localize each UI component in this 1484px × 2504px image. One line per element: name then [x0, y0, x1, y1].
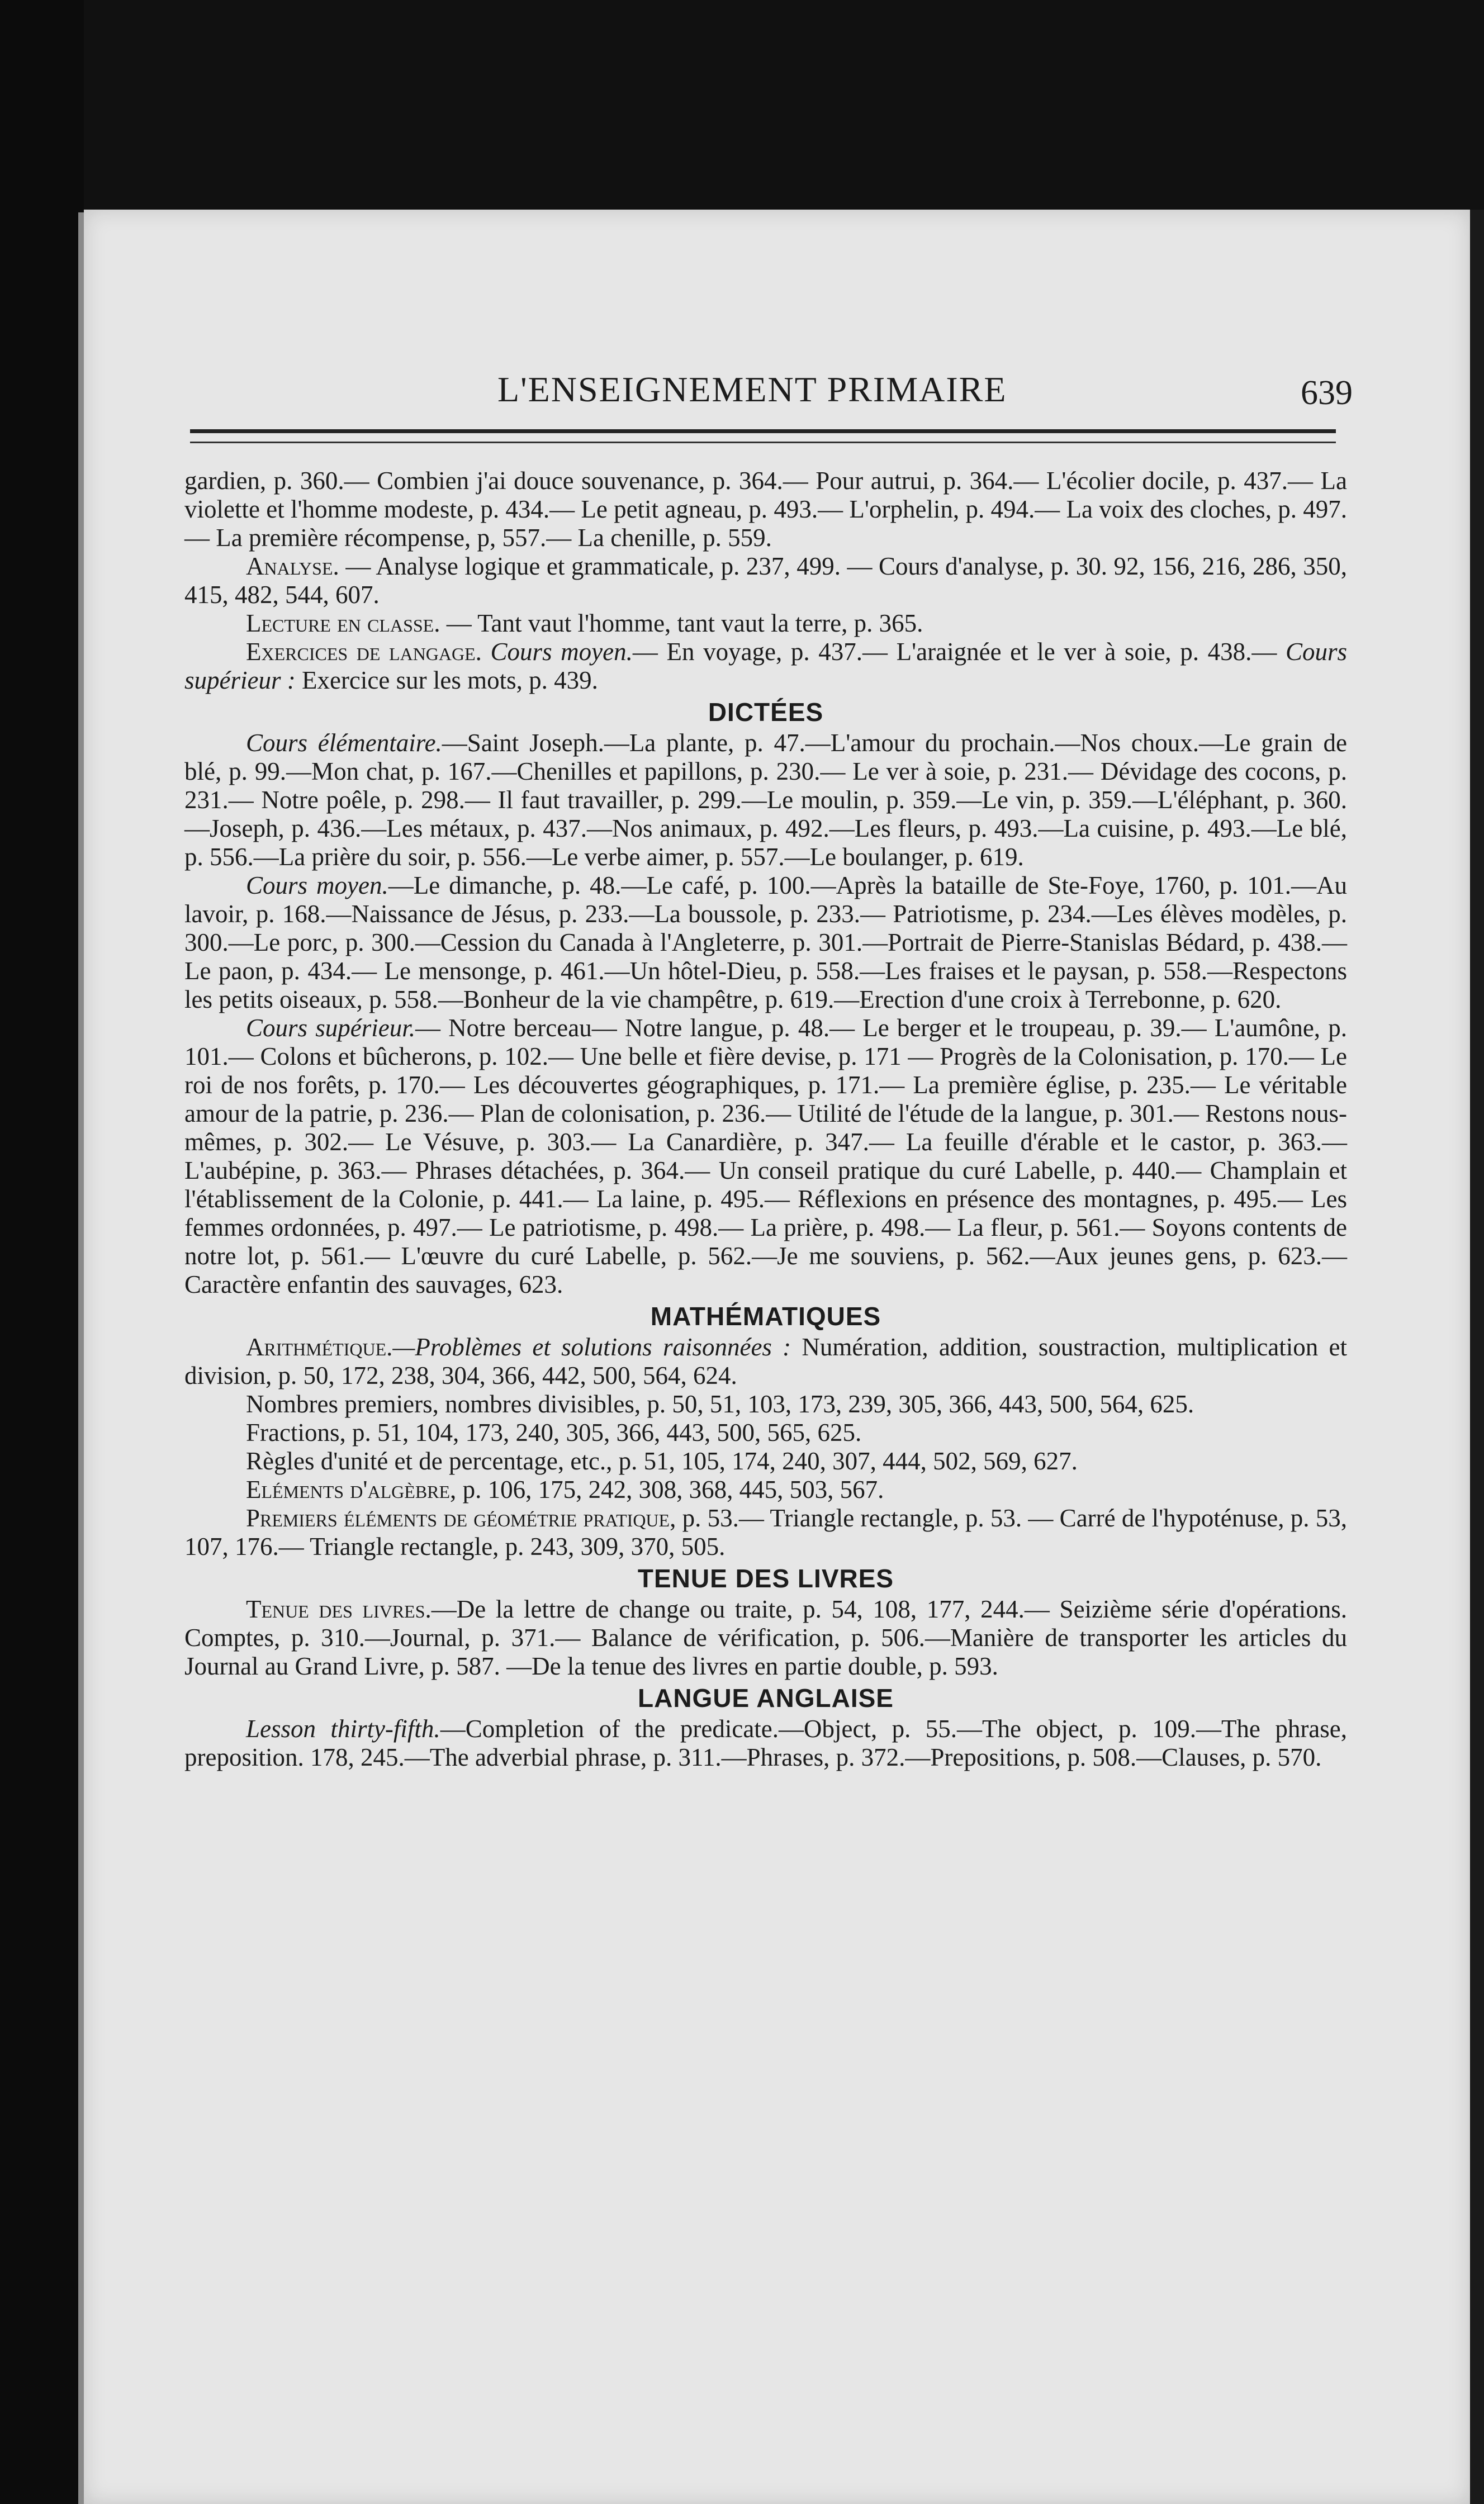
- exercices-moyen-label: Cours moyen.: [490, 638, 633, 666]
- geometrie-label: Premiers éléments de géométrie pratique,: [246, 1504, 676, 1532]
- page-number: 639: [1301, 374, 1353, 412]
- algebre-text: p. 106, 175, 242, 308, 368, 445, 503, 567.: [456, 1476, 884, 1504]
- arithmetique-label: Arithmétique.: [246, 1333, 393, 1361]
- page-edge-line: [78, 212, 84, 2504]
- analyse-label: Analyse.: [246, 552, 339, 580]
- paragraph-lecture: [184, 609, 1347, 638]
- tenue-label: Tenue des livres.: [246, 1595, 432, 1623]
- paragraph-dictees-moyen: [184, 871, 1347, 1014]
- geometrie-text: p. 53.— Triangle rectangle, p. 53. — Carré de l'hypoténuse, p. 53, 107, 176.— Triangle rectangle, p. 243, 309, 370, 505.: [184, 1504, 1348, 1561]
- paragraph-algebre: [184, 1476, 1347, 1504]
- dictees-moyen-label: Cours moyen.: [246, 871, 388, 899]
- heading-mathematiques: MATHÉMATIQUES: [650, 1302, 881, 1331]
- tenue-text: —De la lettre de change ou traite, p. 54, 108, 177, 244.— Seizième série d'opérations. Comptes, p. 310.—Journal, p. 371.— Balance de vérification, p. 506.—Manière de transporter les articles du Journal au Grand Livre, p. 587. —De la tenue des livres en partie double, p. 593.: [184, 1595, 1347, 1680]
- paragraph-analyse: [184, 552, 1347, 609]
- heading-langue-anglaise: LANGUE ANGLAISE: [638, 1683, 894, 1713]
- scan-background-top: [84, 0, 1484, 210]
- header-rule-thin: [190, 442, 1336, 443]
- paragraph-regles: Règles d'unité et de percentage, etc., p. 51, 105, 174, 240, 307, 444, 502, 569, 627.: [246, 1447, 1078, 1475]
- paragraph-exercices: [184, 638, 1347, 695]
- exercices-text-2: Exercice sur les mots, p. 439.: [295, 666, 598, 694]
- lecture-label: Lecture en classe.: [246, 609, 440, 637]
- header-rule-thick: [190, 429, 1336, 433]
- scan-background-left: [0, 0, 84, 2504]
- exercices-superieur-label: Cours supérieur :: [184, 638, 1348, 694]
- running-title: L'ENSEIGNEMENT PRIMAIRE: [497, 369, 1007, 409]
- dictees-superieur-label: Cours supérieur.: [246, 1014, 415, 1042]
- arithmetique-text: Numération, addition, soustraction, multiplication et division, p. 50, 172, 238, 304, 366, 442, 500, 564, 624.: [184, 1333, 1348, 1389]
- exercices-text-1: — En voyage, p. 437.— L'araignée et le ver à soie, p. 438.—: [632, 638, 1286, 666]
- dictees-superieur-text: — Notre berceau— Notre langue, p. 48.— Le berger et le troupeau, p. 39.— L'aumône, p. 101.— Colons et bûcherons, p. 102.— Une belle et fière devise, p. 171 — Progrès de la Colonisation, p. 170.— Le roi de nos forêts, p. 170.— Les découvertes géographiques, p. 171.— La première église, p. 235.— Le véritable amour de la patrie, p. 236.— Plan de colonisation, p. 236.— Utilité de l'étude de la langue, p. 301.— Restons nous-mêmes, p. 302.— Le Vésuve, p. 303.— La Canardière, p. 347.— La feuille d'érable et le castor, p. 363.— L'aubépine, p. 363.— Phrases détachées, p. 364.— Un conseil pratique du curé Labelle, p. 440.— Champlain et l'établissement de la Colonie, p. 441.— La laine, p. 495.— Réflexions en présence des montagnes, p. 495.— Les femmes ordonnées, p. 497.— Le patriotisme, p. 498.— La prière, p. 498.— La fleur, p. 561.— Soyons contents de notre lot, p. 561.— L'œuvre du curé Labelle, p. 562.—Je me souviens, p. 562.—Aux jeunes gens, p. 623.—Caractère enfantin des sauvages, 623.: [184, 1014, 1347, 1298]
- page-header: [106, 369, 1353, 414]
- algebre-label: Eléments d'algèbre,: [246, 1476, 457, 1504]
- lesson-text: —Completion of the predicate.—Object, p. 55.—The object, p. 109.—The phrase, preposition. 178, 245.—The adverbial phrase, p. 311.—Phrases, p. 372.—Prepositions, p. 508.—Clauses, p. 570.: [184, 1715, 1348, 1771]
- paragraph-recitations-continued: gardien, p. 360.— Combien j'ai douce souvenance, p. 364.— Pour autrui, p. 364.— L'écolier docile, p. 437.— La violette et l'homme modeste, p. 434.— Le petit agneau, p. 493.— L'orphelin, p. 494.— La voix des cloches, p. 497.— La première récompense, p, 557.— La chenille, p. 559.: [184, 467, 1347, 552]
- dictees-moyen-text: —Le dimanche, p. 48.—Le café, p. 100.—Après la bataille de Ste-Foye, 1760, p. 101.—Au lavoir, p. 168.—Naissance de Jésus, p. 233.—La boussole, p. 233.— Patriotisme, p. 234.—Les élèves modèles, p. 300.—Le porc, p. 300.—Cession du Canada à l'Angleterre, p. 301.—Portrait de Pierre-Stanislas Bédard, p. 438.—Le paon, p. 434.— Le mensonge, p. 461.—Un hôtel-Dieu, p. 558.—Les fraises et le paysan, p. 558.—Respectons les petits oiseaux, p. 558.—Bonheur de la vie champêtre, p. 619.—Erection d'une croix à Terrebonne, p. 620.: [184, 871, 1347, 1013]
- paragraph-lesson: [184, 1715, 1347, 1772]
- paragraph-tenue: [184, 1595, 1347, 1681]
- heading-dictees: DICTÉES: [708, 698, 824, 727]
- arithmetique-subtitle: —Problèmes et solutions raisonnées :: [392, 1333, 791, 1361]
- page-body: [184, 467, 1347, 1772]
- heading-tenue-des-livres: TENUE DES LIVRES: [637, 1564, 894, 1593]
- dictees-elementaire-label: Cours élémentaire.: [246, 729, 442, 757]
- paragraph-nombres: Nombres premiers, nombres divisibles, p. 50, 51, 103, 173, 239, 305, 366, 443, 500, 564, 625.: [246, 1390, 1194, 1418]
- paragraph-geometrie: [184, 1504, 1347, 1561]
- paragraph-arithmetique: [184, 1333, 1347, 1390]
- analyse-text: — Analyse logique et grammaticale, p. 237, 499. — Cours d'analyse, p. 30. 92, 156, 216, 286, 350, 415, 482, 544, 607.: [184, 552, 1347, 609]
- lecture-text: — Tant vaut l'homme, tant vaut la terre, p. 365.: [446, 609, 923, 637]
- lesson-label: Lesson thirty-fifth.: [246, 1715, 440, 1743]
- paragraph-dictees-superieur: [184, 1014, 1347, 1299]
- paragraph-fractions: Fractions, p. 51, 104, 173, 240, 305, 366, 443, 500, 565, 625.: [246, 1419, 862, 1447]
- exercices-label: Exercices de langage.: [246, 638, 482, 666]
- dictees-elementaire-text: —Saint Joseph.—La plante, p. 47.—L'amour du prochain.—Nos choux.—Le grain de blé, p. 99.—Mon chat, p. 167.—Chenilles et papillons, p. 230.— Le ver à soie, p. 231.— Dévidage des cocons, p. 231.— Notre poêle, p. 298.— Il faut travailler, p. 299.—Le moulin, p. 359.—Le vin, p. 359.—L'éléphant, p. 360.—Joseph, p. 436.—Les métaux, p. 437.—Nos animaux, p. 492.—Les fleurs, p. 493.—La cuisine, p. 493.—Le blé, p. 556.—La prière du soir, p. 556.—Le verbe aimer, p. 557.—Le boulanger, p. 619.: [184, 729, 1347, 871]
- paragraph-dictees-elementaire: [184, 729, 1347, 871]
